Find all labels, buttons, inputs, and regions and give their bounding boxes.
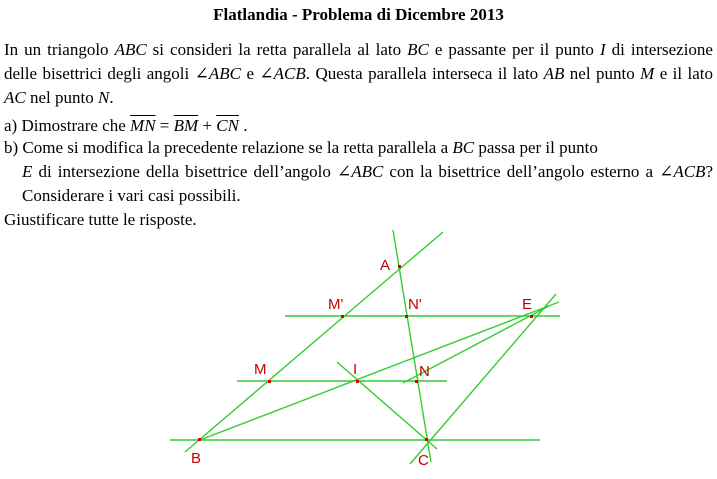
external-bisector-c [410,294,556,464]
point-i: I [599,40,606,59]
intro-text-1: In un triangolo [4,40,115,59]
label-n-prime: N' [408,296,422,313]
label-a: A [380,257,391,274]
intro-text-3: e passante per il punto [428,40,600,59]
point-m: M [640,64,655,83]
dot-a [398,265,401,268]
question-b-text-1: b) Come si modifica la precedente relazione se la retta parallela a [4,138,453,157]
dot-m [268,380,271,383]
label-n: N [419,363,430,380]
dot-i [356,380,359,383]
line-ab [185,232,443,452]
label-i: I [353,361,358,378]
dot-c [425,438,428,441]
side-bc: BC [407,40,429,59]
dot-n [415,380,418,383]
label-m-prime: M' [328,296,344,313]
dot-b [198,438,201,441]
intro-text-7: nel punto [564,64,641,83]
side-bc-b: BC [452,138,475,157]
intro-text-10: . [109,88,114,107]
point-e: E [22,162,33,181]
intro-text-6: . Questa parallela interseca il lato [305,64,544,83]
question-b-text-5: ? Considerare i vari casi possibili. [22,162,713,205]
label-c: C [418,452,429,469]
figure-lines [170,230,560,464]
dot-n-prime [405,315,408,318]
angle-acb-b: ∠ACB [659,162,706,181]
question-b-text-3: di intersezione della bisettrice dell’angolo [32,162,337,181]
segment-mn: $\overline{MN}$ [130,116,156,135]
question-b-text-4: con la bisettrice dell’angolo esterno a [383,162,660,181]
intro-text-9: nel punto [25,88,98,107]
closing-instruction: Giustificare tutte le risposte. [4,210,197,229]
label-e: E [522,296,533,313]
question-a-text: a) Dimostrare che [4,116,131,135]
dot-e [530,315,533,318]
dot-m-prime [341,315,344,318]
plus-sign: + [198,116,217,135]
equals-sign: = [155,116,174,135]
angle-acb: ∠ACB [259,64,306,83]
intro-text-4: di intersezione delle bisettrici degli angoli [4,40,713,83]
figure-labels [191,257,532,469]
label-m: M [254,361,267,378]
segment-cn: $\overline{CN}$ [216,116,239,135]
question-b-text-2: passa per il punto [474,138,598,157]
triangle-abc: ABC [114,40,147,59]
side-ab: AB [543,64,565,83]
figure-points [198,265,533,441]
angle-abc-b: ∠ABC [336,162,384,181]
label-b: B [191,450,202,467]
angle-abc: ∠ABC [194,64,242,83]
segment-bm: $\overline{BM}$ [173,116,199,135]
side-ac: AC [4,88,26,107]
point-n: N [97,88,110,107]
page-title: Flatlandia - Problema di Dicembre 2013 [213,5,504,24]
intro-text-2: si consideri la retta parallela al lato [146,40,408,59]
intro-text-8: e il lato [654,64,714,83]
question-a-end: . [238,116,248,135]
intro-text-5: e [241,64,260,83]
